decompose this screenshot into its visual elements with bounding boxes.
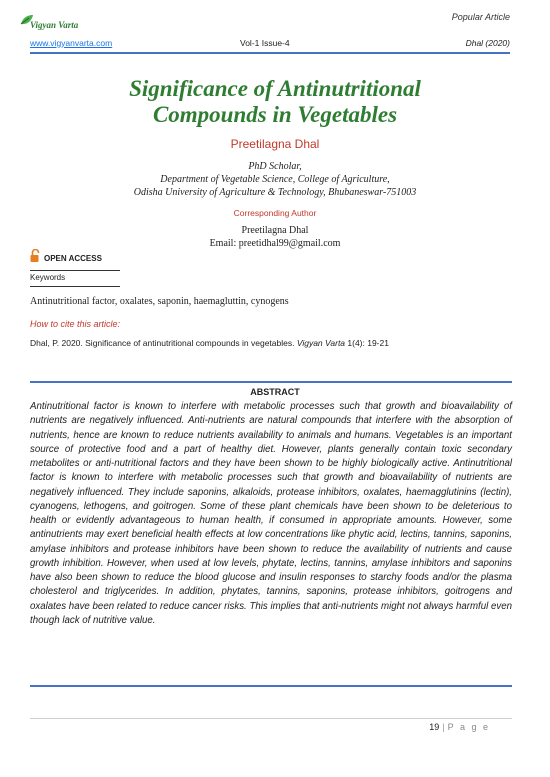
citation-journal: Vigyan Varta [296,338,346,348]
page-footer [429,722,490,732]
logo-text: Vigyan Varta [30,20,79,30]
author-year: Dhal (2020) [465,38,510,48]
page-number: 19 [429,722,440,732]
abstract-rule-bottom [30,685,512,687]
header-divider [30,52,510,54]
corresponding-author-block [0,224,550,250]
title-line-1: Significance of Antinutritional [129,76,421,101]
keywords-rule-bottom [30,286,120,287]
corresponding-author-name: Preetilagna Dhal [241,225,309,236]
affiliation-line-1: PhD Scholar, [248,161,302,172]
open-lock-icon [30,249,41,263]
page-word: P a g e [447,722,490,732]
keywords-heading: Keywords [30,273,66,282]
corresponding-author-email[interactable]: Email: preetidhal99@gmail.com [209,238,341,249]
author-name: Preetilagna Dhal [230,137,320,151]
citation-heading: How to cite this article: [30,319,121,329]
citation-after: 1(4): 19-21 [345,338,389,348]
running-header [30,38,510,52]
keywords-rule-top [30,270,120,271]
abstract-heading: ABSTRACT [250,387,300,397]
abstract-rule-top [30,381,512,383]
title-line-2: Compounds in Vegetables [152,102,398,127]
keywords-list: Antinutritional factor, oxalates, saponin, haemagluttin, cynogens [30,296,289,307]
journal-logo [20,14,110,36]
journal-url-link[interactable]: www.vigyanvarta.com [30,38,113,48]
affiliation-line-3: Odisha University of Agriculture & Technology, Bhubaneswar-751003 [133,187,417,198]
citation-before: Dhal, P. 2020. Significance of antinutritional compounds in vegetables. [30,338,297,348]
page-separator: | [442,722,445,732]
abstract-body: Antinutritional factor is known to interfere with metabolic processes such that growth and bioavailability of nutrients are negatively influenced. Anti-nutrients are natural compounds that interfere with the absorption of nutrients, hence are known to reduce nutrients availability to animals and humans. Vegetables is an important source of protective food and a part of healthy diet. However, plants generally contain toxic secondary metabolites or anti-nutritional factors and they have been shown to be highly biologically active. Antinutritional factor is known to interfere with metabolic processes such that growth and bioavailability of nutrients are negatively influenced. They include saponins, alkaloids, protease inhibitors, oxalates, haemagglutinins (lectin), cyanogens, lethogens, and goitrogen. Some of these plant chemicals have been shown to be deleterious to health or evidently advantageous to human health, if consumed in appropriate amounts. However, some antinutrients may exert beneficial health effects at low concentrations like phytic acid, lectins, tannins, saponins, amylase inhibitors and protease inhibitors have been shown to reduce the availability of nutrients and cause growth inhibition. However, when used at low levels, phytate, lectins, tannins, amylase inhibitors and saponins have also been shown to reduce the blood glucose and insulin responses to starchy foods and/or the plasma cholesterol and triglycerides. In addition, phytates, tannins, saponins, protease inhibitors, goitrogens and oxalates have been related to reduce cancer risks. This implies that anti-nutrients might not always harmful even though lack of nutritive value. [30,401,512,626]
corresponding-author-label: Corresponding Author [233,208,317,218]
open-access-label: OPEN ACCESS [44,254,102,263]
article-title [30,76,520,128]
citation-text [30,338,389,348]
author-affiliation [0,160,550,199]
volume-issue: Vol-1 Issue-4 [240,38,290,48]
footer-divider [30,718,512,719]
affiliation-line-2: Department of Vegetable Science, College of Agriculture, [160,174,390,185]
article-type-label: Popular Article [451,12,510,22]
